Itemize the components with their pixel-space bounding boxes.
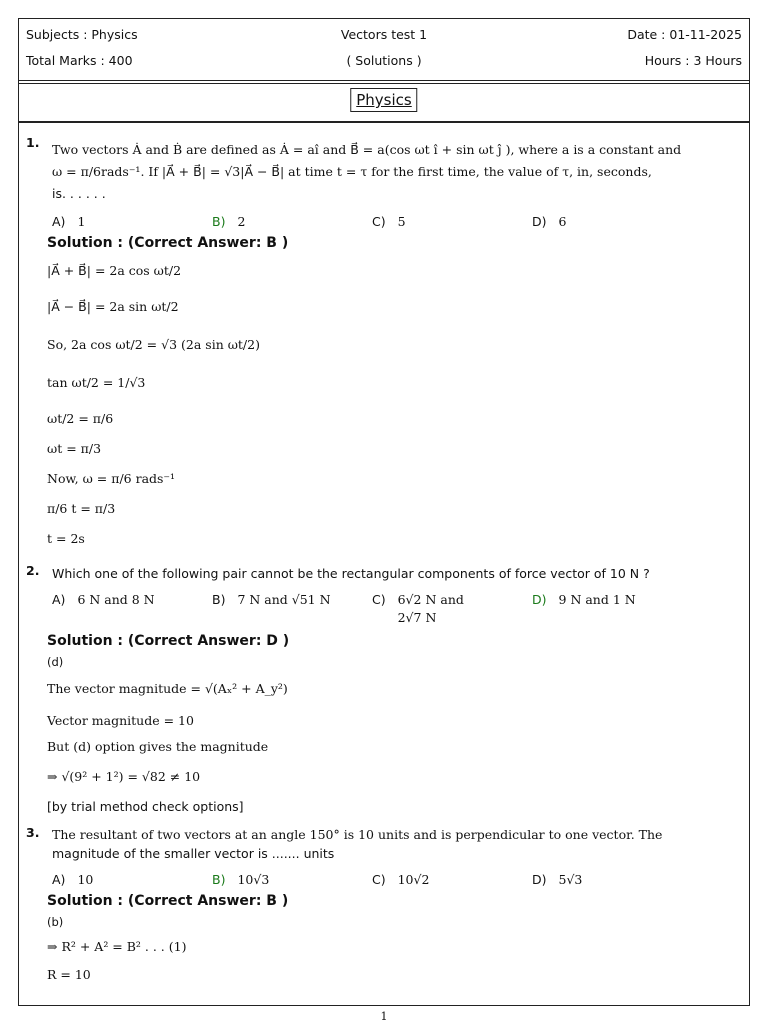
header-divider bbox=[19, 83, 749, 84]
option-d[interactable]: D) 5√3 bbox=[532, 872, 583, 887]
page-number: 1 bbox=[380, 1010, 388, 1023]
solution-step: π/6 t = π/3 bbox=[47, 501, 116, 516]
option-a[interactable]: A) 1 bbox=[52, 214, 86, 229]
solution-step: The vector magnitude = √(Aₓ² + A_y²) bbox=[47, 681, 288, 696]
solution-step: So, 2a cos ωt/2 = √3 (2a sin ωt/2) bbox=[47, 337, 260, 352]
solution-step: ωt = π/3 bbox=[47, 441, 102, 456]
solution-title: Solution : (Correct Answer: B ) bbox=[47, 235, 289, 251]
solution-step: (b) bbox=[47, 915, 64, 929]
question-text: Two vectors Ȧ and Ḃ are defined as Ȧ = aî and B⃗ = a(cos ωt î + sin ωt ĵ ), where a is a constant and ω = π/6rads⁻¹. If |A⃗ + B⃗| = √3|A⃗ − B⃗| at time t = τ for the first time, the value of τ, in, seconds, is. . . . . . bbox=[52, 142, 682, 201]
question-2 bbox=[26, 563, 742, 833]
question-text: The resultant of two vectors at an angle 150° is 10 units and is perpendicular to one vector. The magnitude of the smaller vector is ....... units bbox=[52, 827, 663, 861]
option-d[interactable]: D) 6 bbox=[532, 214, 567, 229]
section-divider bbox=[19, 121, 749, 123]
solution-step: |A⃗ + B⃗| = 2a cos ωt/2 bbox=[47, 263, 182, 278]
options-row bbox=[52, 871, 742, 889]
option-a[interactable]: A) 6 N and 8 N bbox=[52, 592, 155, 607]
solution-step: (d) bbox=[47, 655, 64, 669]
option-b[interactable]: B) 2 bbox=[212, 214, 246, 229]
option-c[interactable]: C) 10√2 bbox=[372, 872, 430, 887]
subject-label: Subjects : Physics bbox=[26, 27, 138, 42]
solution-title: Solution : (Correct Answer: D ) bbox=[47, 633, 290, 649]
option-d[interactable]: D) 9 N and 1 N bbox=[532, 592, 636, 607]
options-row bbox=[52, 213, 742, 231]
solution-step: t = 2s bbox=[47, 531, 85, 546]
question-number: 3. bbox=[26, 825, 40, 840]
solution-step: ωt/2 = π/6 bbox=[47, 411, 114, 426]
solution-step: R = 10 bbox=[47, 967, 91, 982]
solution-step: Vector magnitude = 10 bbox=[47, 713, 194, 728]
option-b[interactable]: B) 10√3 bbox=[212, 872, 270, 887]
options-row bbox=[52, 591, 742, 627]
page-header bbox=[19, 19, 749, 81]
question-1 bbox=[26, 135, 742, 575]
answer-sheet bbox=[18, 18, 750, 1006]
sheet-subtitle: ( Solutions ) bbox=[346, 53, 422, 68]
option-c[interactable]: C) 6√2 N and 2√7 N bbox=[372, 592, 464, 625]
solution-step: ⇒ R² + A² = B² . . . (1) bbox=[47, 939, 187, 954]
option-c[interactable]: C) 5 bbox=[372, 214, 406, 229]
question-number: 1. bbox=[26, 135, 40, 150]
question-3 bbox=[26, 825, 742, 995]
section-title: Physics bbox=[350, 88, 417, 112]
option-a[interactable]: A) 10 bbox=[52, 872, 94, 887]
total-marks: Total Marks : 400 bbox=[26, 53, 133, 68]
solution-title: Solution : (Correct Answer: B ) bbox=[47, 893, 289, 909]
solution-step: [by trial method check options] bbox=[47, 799, 244, 814]
test-name: Vectors test 1 bbox=[340, 27, 428, 42]
option-b[interactable]: B) 7 N and √51 N bbox=[212, 592, 331, 607]
solution-step: But (d) option gives the magnitude bbox=[47, 739, 269, 754]
test-hours: Hours : 3 Hours bbox=[644, 53, 743, 68]
solution-step: tan ωt/2 = 1/√3 bbox=[47, 375, 146, 390]
solution-step: ⇒ √(9² + 1²) = √82 ≠ 10 bbox=[47, 769, 201, 784]
solution-step: |A⃗ − B⃗| = 2a sin ωt/2 bbox=[47, 299, 179, 314]
test-date: Date : 01-11-2025 bbox=[627, 27, 743, 42]
solution-step: Now, ω = π/6 rads⁻¹ bbox=[47, 471, 176, 486]
question-text: Which one of the following pair cannot be the rectangular components of force vector of 10 N ? bbox=[52, 566, 650, 581]
question-number: 2. bbox=[26, 563, 40, 578]
